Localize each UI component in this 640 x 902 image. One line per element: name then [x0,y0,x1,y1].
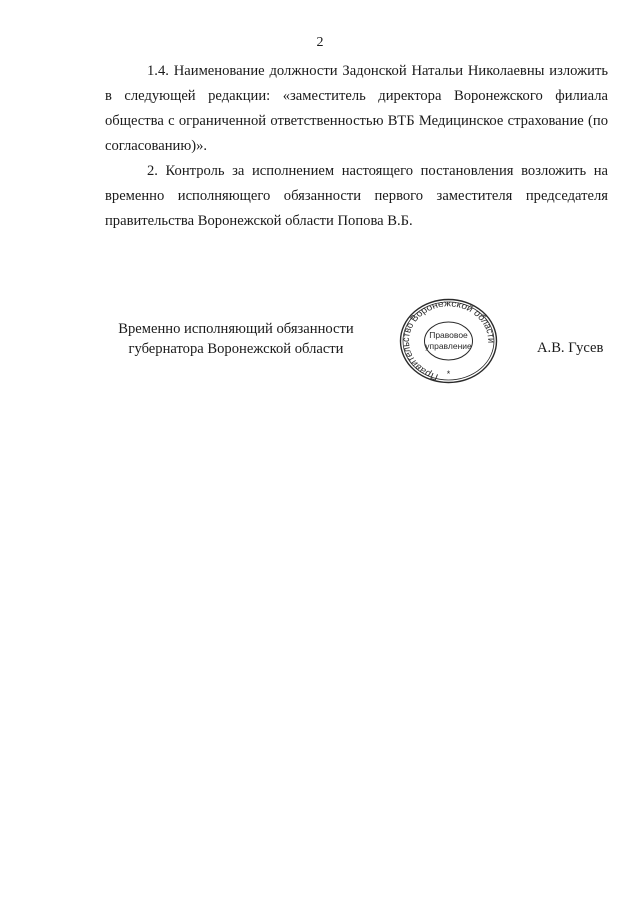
seal-inner-line2: управление [425,341,472,351]
seal-inner-line1: Правовое [429,330,468,340]
seal-star: * [446,369,451,379]
seal-outer-text: Правительство Воронежской области [400,298,497,382]
signatory-position-line1: Временно исполняющий обязанности [118,321,354,337]
paragraph-2: 2. Контроль за исполнением настоящего постановления возложить на временно исполняющего обязанности первого заместителя председателя правительства Воронежской области Попова В.Б. [105,163,608,229]
page-number: 2 [316,35,324,50]
signatory-name: А.В. Гусев [537,340,604,356]
paragraph-1-4: 1.4. Наименование должности Задонской Натальи Николаевны изложить в следующей редакции: «заместитель директора Воронежского филиала общества с ограниченной ответственностью ВТБ Медицинское страхование (по согласованию)». [105,63,608,154]
signatory-position [106,319,366,359]
signatory-position-line2: губернатора Воронежской области [128,341,344,357]
document-body [105,59,608,234]
official-seal [399,298,498,384]
